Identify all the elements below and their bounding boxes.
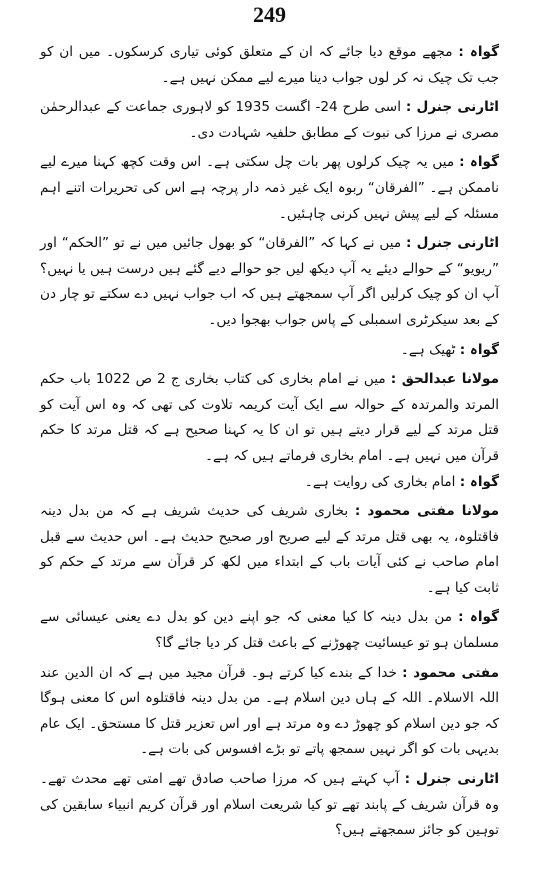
paragraph-text: میں نے کہا کہ ”الفرقان“ کو بھول جائیں میں نے تو ”الحکم“ اور ”ریویو“ کے حوالے دیئے یہ آپ دیکھ لیں جو حوالے دیے گئے ہیں درست ہیں یا نہیں؟ آپ ان کو چیک کرلیں اگر آپ سمجھتے ہیں کہ اب جواب نہیں دے سکتے تو چار دن کے بعد سیکرٹری اسمبلی کے پاس جواب بھجوا دیں۔ [40,235,499,328]
paragraph [40,367,499,469]
paragraph-text: میں یہ چیک کرلوں پھر بات چل سکتی ہے۔ اس وقت کچھ کہنا میرے لیے ناممکن ہے۔ ”الفرقان“ ربوہ ایک غیر ذمہ دار پرچہ ہے اس کی تحریرات اتنے اہم مسئلہ کے لیے پیش نہیں کرنی چاہئیں۔ [40,154,499,222]
speaker-label: مولانا عبدالحق : [390,371,499,388]
paragraph [40,470,499,496]
speaker-label: مفتی محمود : [402,664,500,681]
speaker-label: گواہ : [458,609,499,626]
speaker-label: گواہ : [459,341,499,358]
page-number: 249 [253,2,286,27]
paragraph [40,767,499,844]
paragraph [40,95,499,146]
paragraph [40,338,499,364]
paragraph-text: بخاری شریف کی حدیث شریف ہے کہ من بدل دینہ فاقتلوہ، یہ بھی قتل مرتد کے لیے صریح اور صحیح حدیث ہے۔ اس حدیث سے قبل امام صاحب نے کئی آیات باب کے ابتداء میں لکھ کر قرآن سے مرتد کے حکم کو ثابت کیا ہے۔ [40,503,499,596]
paragraph-text: خدا کے بندے کیا کرتے ہو۔ قرآن مجید میں ہے کہ ان الدین عند اللہ الاسلام۔ اللہ کے ہاں دین اسلام ہے۔ من بدل دینہ فاقتلوہ اس کا معنی ہوگا کہ جو دین اسلام کو چھوڑ دے وہ مرتد ہے اور اس تعزیر قتل کا مستحق۔ ایک عام بدیہی بات کو اگر نہیں سمجھ پاتے تو بڑے افسوس کی بات ہے۔ [40,664,499,758]
paragraph [40,150,499,227]
paragraph [40,40,499,91]
speaker-label: گواہ : [459,154,499,171]
speaker-label: مولانا مفتی محمود : [354,503,499,520]
paragraph-text: اسی طرح 24- اگست 1935 کو لاہوری جماعت کے عبدالرحمٰن مصری نے مرزا کی نبوت کے مطابق حلفیہ شہادت دی۔ [40,99,499,141]
speaker-label: گواہ : [458,44,499,60]
speaker-label: اٹارنی جنرل : [404,771,499,788]
paragraph [40,661,499,763]
document-body [40,40,499,844]
paragraph [40,605,499,656]
paragraph [40,499,499,601]
speaker-label: اٹارنی جنرل : [405,99,499,116]
paragraph-text: مجھے موقع دیا جائے کہ ان کے متعلق کوئی تیاری کرسکوں۔ میں ان کو جب تک چیک نہ کر لوں جواب دینا میرے لیے ممکن نہیں ہے۔ [40,44,499,86]
speaker-label: گواہ : [459,473,499,490]
paragraph-text: ٹھیک ہے۔ [400,341,456,358]
paragraph-text: میں نے امام بخاری کی کتاب بخاری ج 2 ص 1022 باب حکم المرتد والمرتدہ کے حوالہ سے ایک آیت کریمہ تلاوت کی تھی کہ وہ اس آیت کو قتل مرتد کے لیے قرار دیتے ہیں تو ان کا یہ کہنا صحیح ہے کہ قتل مرتد کا حکم قرآن میں نہیں ہے۔ امام بخاری فرماتے ہیں کہ ہے۔ [40,371,499,464]
paragraph-text: آپ کہتے ہیں کہ مرزا صاحب صادق تھے امتی تھے محدث تھے۔ وہ قرآن شریف کے پابند تھے تو کیا شریعت اسلام اور قرآن کریم انبیاء سابقین کی توہین کو جائز سمجھتے ہیں؟ [40,771,499,839]
paragraph [40,231,499,333]
paragraph-text: من بدل دینہ کا کیا معنی کہ جو اپنے دین کو بدل دے یعنی عیسائی سے مسلمان ہو تو عیسائیت چھوڑنے کے باعث قتل کر دیا جائے گا؟ [40,609,499,652]
paragraph-text: امام بخاری کی روایت ہے۔ [304,473,456,490]
speaker-label: اٹارنی جنرل : [405,235,499,252]
